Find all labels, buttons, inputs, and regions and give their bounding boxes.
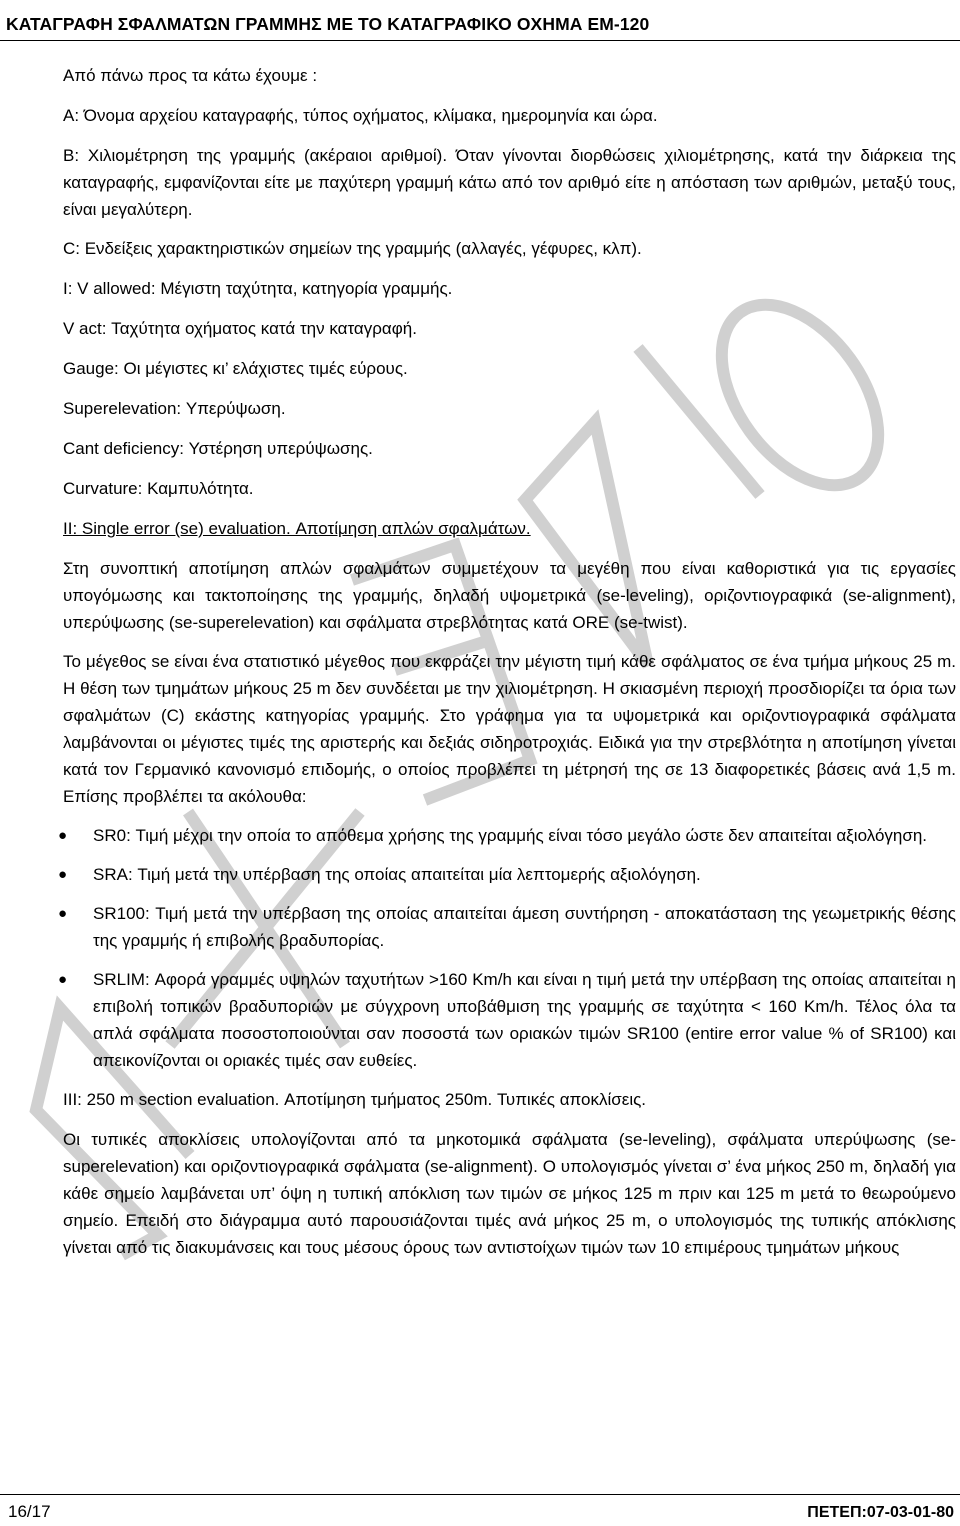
footer-divider (0, 1494, 960, 1495)
intro-line: Από πάνω προς τα κάτω έχουμε : (63, 66, 318, 85)
item-i: I: V allowed: Μέγιστη ταχύτητα, κατηγορία γραμμής. (63, 279, 453, 298)
document-code: ΠΕΤΕΠ:07-03-01-80 (807, 1504, 954, 1521)
page-number: 16/17 (8, 1502, 51, 1521)
document-body (58, 62, 956, 1273)
item-cant-deficiency: Cant deficiency: Υστέρηση υπερύψωσης. (63, 439, 373, 458)
item-gauge: Gauge: Οι μέγιστες κι’ ελάχιστες τιμές εύρους. (63, 359, 408, 378)
threshold-list (58, 822, 956, 1074)
list-item: ● SRA: Τιμή μετά την υπέρβαση της οποίας απαιτείται μία λεπτομερής αξιολόγηση. (63, 861, 956, 888)
item-a: A: Όνομα αρχείου καταγραφής, τύπος οχήματος, κλίμακα, ημερομηνία και ώρα. (63, 106, 658, 125)
bullet-icon: ● (58, 905, 68, 922)
bullet-icon: ● (58, 866, 68, 883)
paragraph-se-magnitude: Το μέγεθος se είναι ένα στατιστικό μέγεθος που εκφράζει την μέγιστη τιμή κάθε σφάλματος σε ένα τμήμα μήκους 25 m. Η θέση των τμημάτων μήκους 25 m δεν συνδέεται με την χιλιομέτρηση. Η σκιασμένη περιοχή προσδιορίζει τα όρια των σφαλμάτων (C) εκάστης κατηγορίας γραμμής. Στο γράφημα για τα υψομετρικά και οριζοντιογραφικά σφάλματα λαμβάνονται οι μέγιστες τιμές της αριστερής και δεξιάς σιδηροτροχιάς. Ειδικά για την στρεβλότητα η αποτίμηση γίνεται κατά τον Γερμανικό κανονισμό επιδομής, ο οποίος προβλέπει τη μέτρησή της σε 13 διαφορετικές βάσεις ανά 1,5 m. Επίσης προβλέπει τα ακόλουθα: (63, 652, 956, 806)
header-divider (0, 40, 960, 41)
list-item: ● SR100: Τιμή μετά την υπέρβαση της οποίας απαιτείται άμεση συντήρηση - αποκατάσταση της γεωμετρικής θέσης της γραμμής ή επιβολής βραδυπορίας. (63, 900, 956, 954)
bullet-icon: ● (58, 971, 68, 988)
section-ii-heading: II: Single error (se) evaluation. Αποτίμηση απλών σφαλμάτων. (63, 519, 531, 538)
item-b: B: Χιλιομέτρηση της γραμμής (ακέραιοι αριθμοί). Όταν γίνονται διορθώσεις χιλιομέτρησης, κατά την διάρκεια της καταγραφής, εμφανίζονται είτε με παχύτερη γραμμή κάτω από τον αριθμό είτε η απόσταση των αριθμών, μεταξύ τους, είναι μεγαλύτερη. (63, 146, 956, 219)
item-vact: V act: Ταχύτητα οχήματος κατά την καταγραφή. (63, 319, 417, 338)
item-c: C: Ενδείξεις χαρακτηριστικών σημείων της γραμμής (αλλαγές, γέφυρες, κλπ). (63, 239, 642, 258)
list-item: ● SR0: Τιμή μέχρι την οποία το απόθεμα χρήσης της γραμμής είναι τόσο μεγάλο ώστε δεν απαιτείται αξιολόγηση. (63, 822, 956, 849)
bullet-icon: ● (58, 827, 68, 844)
section-iii-heading: III: 250 m section evaluation. Αποτίμηση τμήματος 250m. Τυπικές αποκλίσεις. (63, 1090, 647, 1109)
page-header-title: ΚΑΤΑΓΡΑΦΗ ΣΦΑΛΜΑΤΩΝ ΓΡΑΜΜΗΣ ΜΕ ΤΟ ΚΑΤΑΓΡΑΦΙΚΟ ΟΧΗΜΑ ΕΜ-120 (6, 14, 650, 34)
paragraph-standard-deviation: Οι τυπικές αποκλίσεις υπολογίζονται από τα μηκοτομικά σφάλματα (se-leveling), σφάλματα υπερύψωσης (se-superelevation) και οριζοντιογραφικά σφάλματα (se-alignment). Ο υπολογισμός γίνεται σ’ ένα μήκος 250 m, δηλαδή για κάθε σημείο λαμβάνεται υπ’ όψη η τυπική απόκλιση των τιμών σε μήκος 125 m πριν και 125 m μετά το θεωρούμενο σημείο. Επειδή στο διάγραμμα αυτό παρουσιάζονται τιμές ανά μήκος 25 m, ο υπολογισμός της τυπικής απόκλισης γίνεται από τις διακυμάνσεις και τους μέσους όρους των αντιστοίχων τιμών των 10 επιμέρους τμημάτων μήκους (63, 1130, 956, 1257)
paragraph-single-error: Στη συνοπτική αποτίμηση απλών σφαλμάτων συμμετέχουν τα μεγέθη που είναι καθοριστικά για τις εργασίες υπογόμωσης και τακτοποίησης της γραμμής, δηλαδή υψομετρικά (se-leveling), οριζοντιογραφικά (se-alignment), υπερύψωσης (se-superelevation) και σφάλματα στρεβλότητας κατά ORE (se-twist). (63, 559, 956, 632)
item-curvature: Curvature: Καμπυλότητα. (63, 479, 254, 498)
list-item: ● SRLIM: Αφορά γραμμές υψηλών ταχυτήτων >160 Km/h και είναι η τιμή μετά την υπέρβαση της οποίας απαιτείται η επιβολή τοπικών βραδυποριών με σύγχρονη υποβάθμιση της γραμμής σε ταχύτητα < 160 Km/h. Τέλος όλα τα απλά σφάλματα ποσοστοποιούνται σαν ποσοστά των οριακών τιμών SR100 (entire error value % of SR100) και απεικονίζονται οι οριακές τιμές σαν ευθείες. (63, 966, 956, 1074)
item-superelevation: Superelevation: Υπερύψωση. (63, 399, 286, 418)
